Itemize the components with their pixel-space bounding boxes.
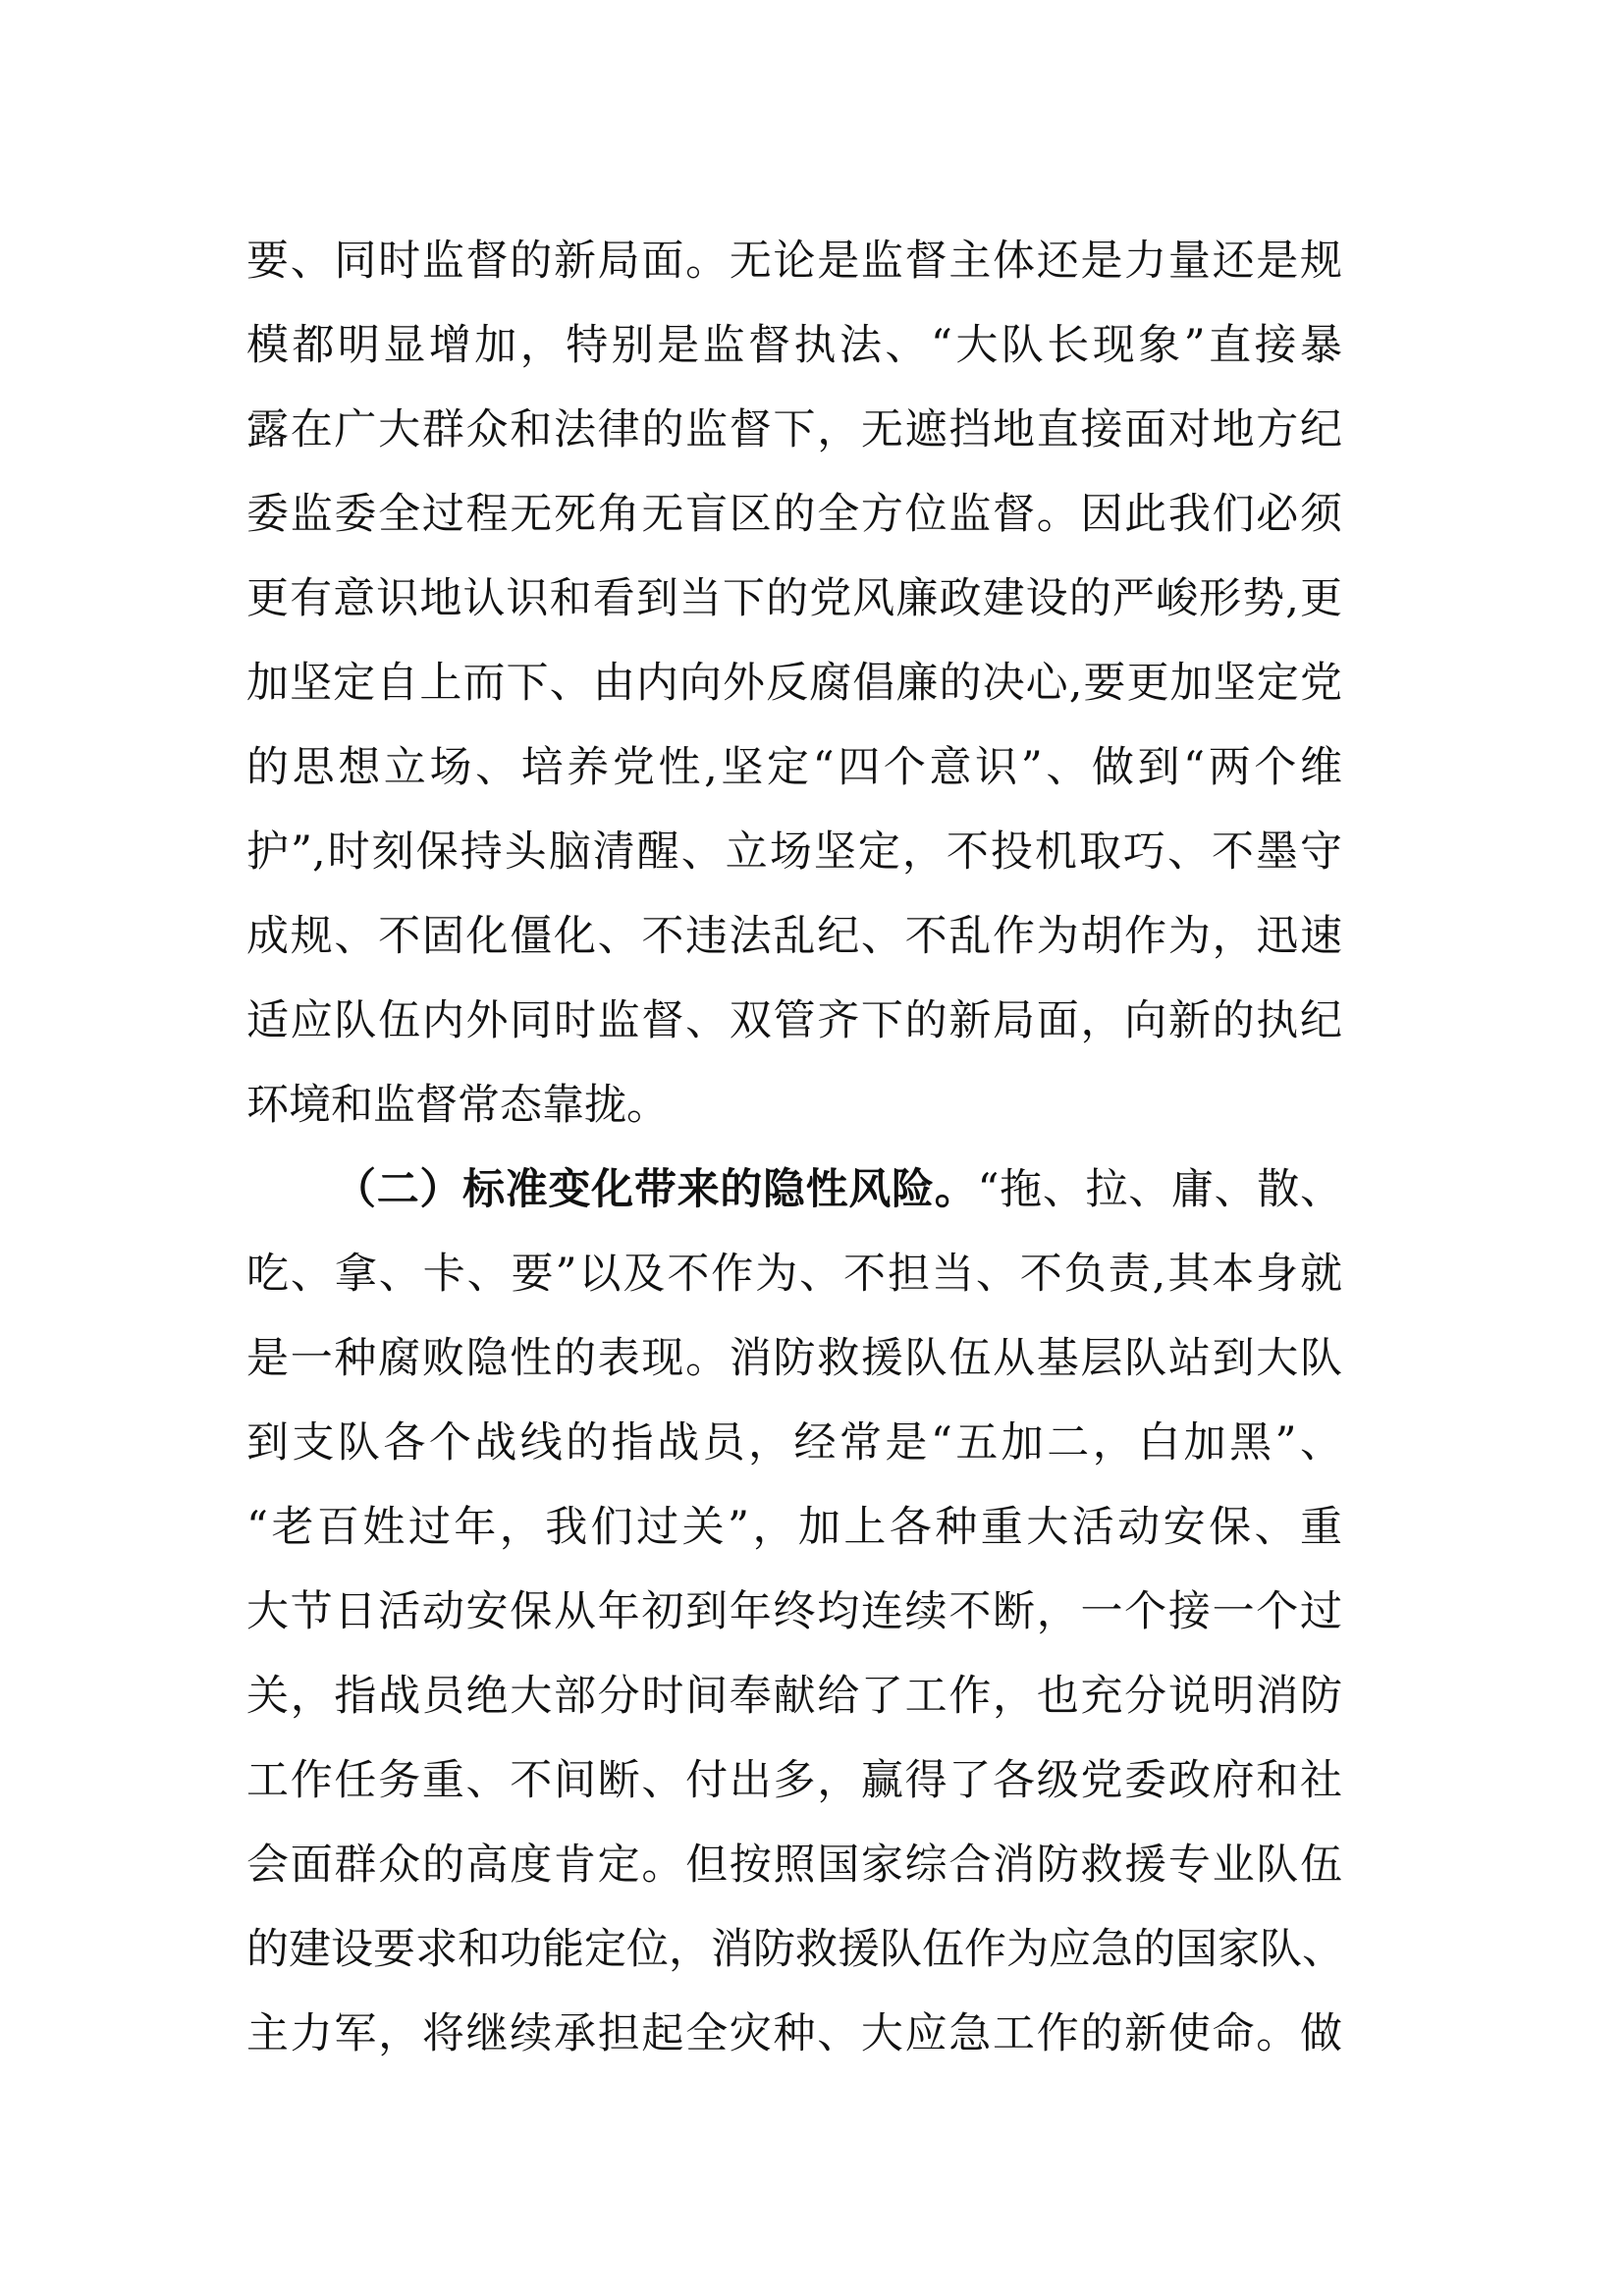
text-line: 适应队伍内外同时监督、双管齐下的新局面，向新的执纪 (246, 996, 1342, 1045)
text-line: 吃、拿、卡、要”以及不作为、不担当、不负责,其本身就 (246, 1250, 1342, 1299)
text-line: 露在广大群众和法律的监督下，无遮挡地直接面对地方纪 (246, 405, 1342, 454)
text-line (334, 1148, 1342, 1232)
text-line: 成规、不固化僵化、不违法乱纪、不乱作为胡作为，迅速 (246, 912, 1342, 961)
text-line: 关，指战员绝大部分时间奉献给了工作，也充分说明消防 (246, 1672, 1342, 1721)
text-line: 加坚定自上而下、由内向外反腐倡廉的决心,要更加坚定党 (246, 659, 1342, 708)
text-line: 护”,时刻保持头脑清醒、立场坚定，不投机取巧、不墨守 (246, 828, 1342, 877)
text-line: 要、同时监督的新局面。无论是监督主体还是力量还是规 (246, 237, 1342, 286)
text-line: 环境和监督常态靠拢。 (246, 1081, 669, 1130)
text-line: 工作任务重、不间断、付出多，赢得了各级党委政府和社 (246, 1756, 1342, 1805)
text-line: 委监委全过程无死角无盲区的全方位监督。因此我们必须 (246, 490, 1342, 539)
text-line: 的思想立场、培养党性,坚定“四个意识”、做到“两个维 (246, 743, 1342, 792)
text-line: 更有意识地认识和看到当下的党风廉政建设的严峻形势,更 (246, 574, 1342, 623)
text-line: 的建设要求和功能定位，消防救援队伍作为应急的国家队、 (246, 1925, 1344, 1974)
section-heading: （二）标准变化带来的隐性风险。 (334, 1165, 978, 1214)
heading-line-rest: “拖、拉、庸、散、 (977, 1165, 1343, 1214)
text-line: 是一种腐败隐性的表现。消防救援队伍从基层队站到大队 (246, 1334, 1342, 1383)
text-line: “老百姓过年，我们过关”，加上各种重大活动安保、重 (246, 1503, 1342, 1552)
text-line: 到支队各个战线的指战员，经常是“五加二，白加黑”、 (246, 1418, 1342, 1468)
text-line: 大节日活动安保从年初到年终均连续不断，一个接一个过 (246, 1587, 1342, 1636)
text-line: 模都明显增加，特别是监督执法、“大队长现象”直接暴 (246, 321, 1342, 370)
text-line: 主力军，将继续承担起全灾种、大应急工作的新使命。做 (246, 2009, 1342, 2058)
text-line: 会面群众的高度肯定。但按照国家综合消防救援专业队伍 (246, 1841, 1342, 1890)
